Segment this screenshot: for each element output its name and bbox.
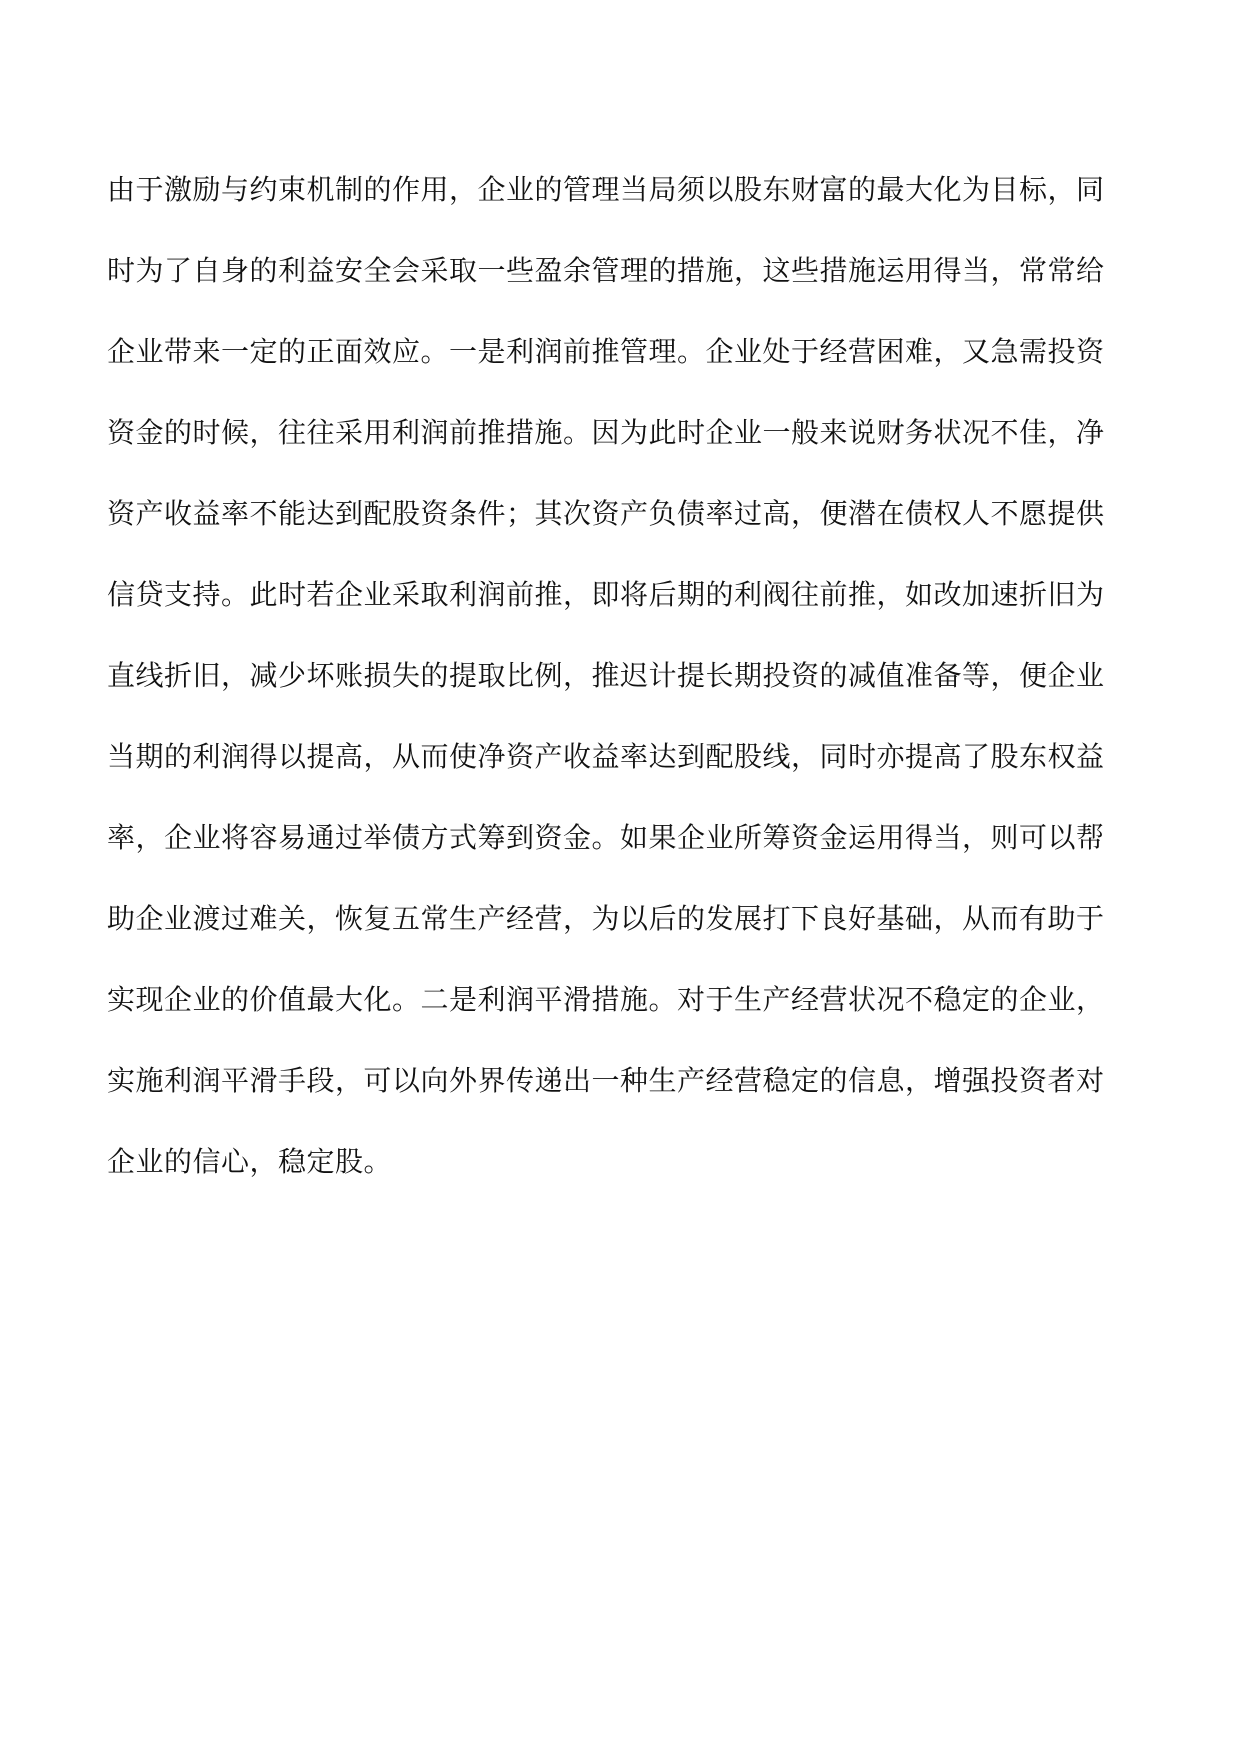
paragraph-line: 助企业渡过难关，恢复五常生产经营，为以后的发展打下良好基础，从而有助于 [107,902,1105,935]
paragraph-line: 资金的时候，往往采用利润前推措施。因为此时企业一般来说财务状况不佳，净 [107,416,1105,449]
body-paragraph [107,166,1137,1219]
paragraph-line: 直线折旧，减少坏账损失的提取比例，推迟计提长期投资的减值准备等，便企业 [107,659,1105,692]
paragraph-line: 企业带来一定的正面效应。一是利润前推管理。企业处于经营困难，又急需投资 [107,335,1105,368]
paragraph-line: 实施利润平滑手段，可以向外界传递出一种生产经营稳定的信息，增强投资者对 [107,1064,1105,1097]
paragraph-line: 企业的信心，稳定股。 [107,1145,393,1178]
paragraph-line: 资产收益率不能达到配股资条件；其次资产负债率过高，便潜在债权人不愿提供 [107,497,1105,530]
paragraph-line: 当期的利润得以提高，从而使净资产收益率达到配股线，同时亦提高了股东权益 [107,740,1105,773]
paragraph-line: 信贷支持。此时若企业采取利润前推，即将后期的利阀往前推，如改加速折旧为 [107,578,1105,611]
paragraph-line: 率，企业将容易通过举债方式筹到资金。如果企业所筹资金运用得当，则可以帮 [107,821,1105,854]
paragraph-line: 时为了自身的利益安全会采取一些盈余管理的措施，这些措施运用得当，常常给 [107,254,1105,287]
paragraph-line: 由于激励与约束机制的作用，企业的管理当局须以股东财富的最大化为目标，同 [107,173,1105,206]
paragraph-line: 实现企业的价值最大化。二是利润平滑措施。对于生产经营状况不稳定的企业， [107,983,1105,1016]
